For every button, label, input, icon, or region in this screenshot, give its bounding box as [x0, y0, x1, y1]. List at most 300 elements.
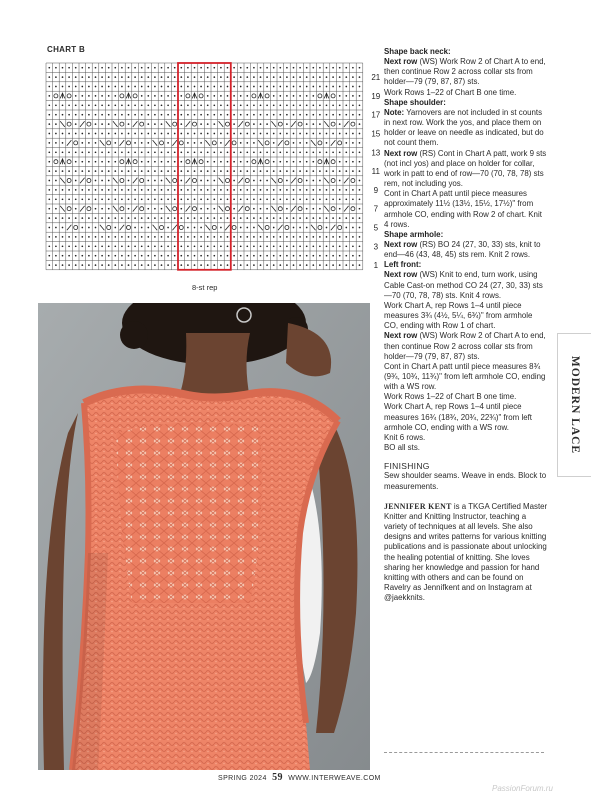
purl-dot — [62, 76, 64, 78]
purl-dot — [273, 245, 275, 247]
purl-dot — [167, 264, 169, 266]
purl-dot — [95, 114, 97, 116]
purl-dot — [246, 227, 248, 229]
purl-dot — [55, 170, 57, 172]
purl-dot — [359, 133, 361, 135]
yarnover-symbol — [120, 179, 124, 183]
purl-dot — [299, 236, 301, 238]
purl-dot — [141, 114, 143, 116]
purl-dot — [273, 170, 275, 172]
purl-dot — [147, 76, 149, 78]
purl-dot — [253, 245, 255, 247]
purl-dot — [299, 67, 301, 69]
purl-dot — [108, 189, 110, 191]
purl-dot — [220, 133, 222, 135]
purl-dot — [55, 264, 57, 266]
purl-dot — [154, 189, 156, 191]
purl-dot — [161, 95, 163, 97]
purl-dot — [167, 198, 169, 200]
yarnover-symbol — [87, 207, 91, 211]
purl-dot — [81, 217, 83, 219]
purl-dot — [180, 180, 182, 182]
purl-dot — [286, 264, 288, 266]
purl-dot — [187, 142, 189, 144]
purl-dot — [154, 170, 156, 172]
purl-dot — [253, 104, 255, 106]
purl-dot — [108, 86, 110, 88]
purl-dot — [147, 227, 149, 229]
purl-dot — [180, 151, 182, 153]
purl-dot — [266, 123, 268, 125]
purl-dot — [95, 180, 97, 182]
purl-dot — [279, 104, 281, 106]
purl-dot — [266, 104, 268, 106]
purl-dot — [227, 189, 229, 191]
purl-dot — [207, 208, 209, 210]
purl-dot — [108, 170, 110, 172]
purl-dot — [141, 245, 143, 247]
purl-dot — [233, 123, 235, 125]
purl-dot — [227, 114, 229, 116]
purl-dot — [273, 255, 275, 257]
purl-dot — [141, 142, 143, 144]
purl-dot — [75, 151, 77, 153]
purl-dot — [161, 189, 163, 191]
purl-dot — [147, 133, 149, 135]
purl-dot — [200, 104, 202, 106]
k2tog-symbol — [186, 178, 191, 184]
purl-dot — [359, 142, 361, 144]
purl-dot — [88, 151, 90, 153]
purl-dot — [326, 255, 328, 257]
purl-dot — [68, 133, 70, 135]
yarnover-symbol — [285, 141, 289, 145]
purl-dot — [68, 86, 70, 88]
purl-dot — [220, 236, 222, 238]
purl-dot — [147, 114, 149, 116]
yarnover-symbol — [318, 226, 322, 230]
purl-dot — [68, 76, 70, 78]
purl-dot — [352, 133, 354, 135]
purl-dot — [187, 151, 189, 153]
k2tog-symbol — [291, 121, 296, 127]
yarnover-symbol — [265, 141, 269, 145]
purl-dot — [88, 114, 90, 116]
purl-dot — [326, 227, 328, 229]
purl-dot — [147, 95, 149, 97]
purl-dot — [293, 161, 295, 163]
purl-dot — [128, 217, 130, 219]
purl-dot — [260, 198, 262, 200]
purl-dot — [161, 76, 163, 78]
purl-dot — [293, 236, 295, 238]
purl-dot — [339, 76, 341, 78]
purl-dot — [319, 255, 321, 257]
purl-dot — [75, 104, 77, 106]
purl-dot — [233, 161, 235, 163]
yarnover-symbol — [127, 141, 131, 145]
yarnover-symbol — [351, 179, 355, 183]
yarnover-symbol — [173, 122, 177, 126]
purl-dot — [134, 170, 136, 172]
purl-dot — [48, 142, 50, 144]
yarnover-symbol — [120, 94, 124, 98]
yarnover-symbol — [140, 207, 144, 211]
purl-dot — [121, 255, 123, 257]
purl-dot — [174, 255, 176, 257]
purl-dot — [147, 142, 149, 144]
purl-dot — [286, 95, 288, 97]
purl-dot — [339, 86, 341, 88]
purl-dot — [220, 67, 222, 69]
purl-dot — [95, 189, 97, 191]
purl-dot — [246, 161, 248, 163]
purl-dot — [227, 198, 229, 200]
purl-dot — [101, 189, 103, 191]
purl-dot — [266, 170, 268, 172]
purl-dot — [312, 76, 314, 78]
instruction-paragraph: Work Chart A, rep Rows 1–4 until piece measures 3¾ (4½, 5¼, 6¾)" from armhole CO, ending with Row 1 of chart. — [384, 300, 533, 331]
purl-dot — [246, 114, 248, 116]
purl-dot — [233, 95, 235, 97]
yarnover-symbol — [140, 122, 144, 126]
purl-dot — [326, 245, 328, 247]
purl-dot — [253, 123, 255, 125]
purl-dot — [114, 161, 116, 163]
purl-dot — [167, 114, 169, 116]
purl-dot — [352, 217, 354, 219]
purl-dot — [75, 86, 77, 88]
purl-dot — [227, 161, 229, 163]
instruction-lead: Next row — [384, 270, 418, 280]
purl-dot — [121, 151, 123, 153]
instruction-lead: Next row — [384, 148, 418, 158]
purl-dot — [299, 95, 301, 97]
k2tog-symbol — [172, 225, 177, 231]
purl-dot — [121, 170, 123, 172]
k2tog-symbol — [331, 225, 336, 231]
purl-dot — [128, 198, 130, 200]
purl-dot — [332, 198, 334, 200]
purl-dot — [286, 245, 288, 247]
purl-dot — [312, 264, 314, 266]
ssk-symbol — [153, 225, 158, 231]
purl-dot — [95, 86, 97, 88]
purl-dot — [108, 180, 110, 182]
purl-dot — [81, 133, 83, 135]
purl-dot — [359, 236, 361, 238]
purl-dot — [306, 133, 308, 135]
yarnover-symbol — [67, 122, 71, 126]
purl-dot — [128, 245, 130, 247]
purl-dot — [286, 151, 288, 153]
purl-dot — [114, 264, 116, 266]
purl-dot — [134, 142, 136, 144]
purl-dot — [174, 76, 176, 78]
purl-dot — [266, 208, 268, 210]
purl-dot — [345, 67, 347, 69]
purl-dot — [260, 151, 262, 153]
yarnover-symbol — [120, 160, 124, 164]
purl-dot — [240, 217, 242, 219]
purl-dot — [174, 67, 176, 69]
purl-dot — [167, 236, 169, 238]
purl-dot — [167, 67, 169, 69]
ssk-symbol — [100, 225, 105, 231]
purl-dot — [88, 104, 90, 106]
purl-dot — [167, 133, 169, 135]
purl-dot — [279, 245, 281, 247]
k2tog-symbol — [186, 206, 191, 212]
purl-dot — [253, 133, 255, 135]
purl-dot — [101, 123, 103, 125]
purl-dot — [332, 245, 334, 247]
purl-dot — [299, 198, 301, 200]
purl-dot — [81, 114, 83, 116]
purl-dot — [207, 264, 209, 266]
purl-dot — [359, 189, 361, 191]
double-decrease-symbol — [126, 93, 131, 98]
yarnover-symbol — [140, 179, 144, 183]
purl-dot — [345, 264, 347, 266]
purl-dot — [180, 161, 182, 163]
purl-dot — [266, 86, 268, 88]
purl-dot — [319, 67, 321, 69]
purl-dot — [326, 114, 328, 116]
purl-dot — [161, 170, 163, 172]
purl-dot — [48, 161, 50, 163]
yarnover-symbol — [133, 160, 137, 164]
purl-dot — [306, 255, 308, 257]
purl-dot — [246, 170, 248, 172]
purl-dot — [200, 189, 202, 191]
ssk-symbol — [166, 206, 171, 212]
purl-dot — [134, 245, 136, 247]
row-number: 17 — [371, 110, 380, 120]
yarnover-symbol — [133, 94, 137, 98]
purl-dot — [213, 208, 215, 210]
purl-dot — [339, 264, 341, 266]
yarnover-symbol — [252, 94, 256, 98]
yarnover-symbol — [245, 207, 249, 211]
purl-dot — [332, 104, 334, 106]
purl-dot — [260, 264, 262, 266]
purl-dot — [240, 170, 242, 172]
yarnover-symbol — [351, 122, 355, 126]
purl-dot — [167, 151, 169, 153]
purl-dot — [279, 161, 281, 163]
purl-dot — [81, 264, 83, 266]
purl-dot — [246, 133, 248, 135]
purl-dot — [273, 151, 275, 153]
purl-dot — [332, 151, 334, 153]
purl-dot — [180, 217, 182, 219]
purl-dot — [134, 255, 136, 257]
purl-dot — [207, 189, 209, 191]
purl-dot — [154, 104, 156, 106]
purl-dot — [180, 208, 182, 210]
purl-dot — [121, 67, 123, 69]
yarnover-symbol — [298, 207, 302, 211]
k2tog-symbol — [120, 225, 125, 231]
purl-dot — [293, 264, 295, 266]
yarnover-symbol — [173, 179, 177, 183]
purl-dot — [62, 142, 64, 144]
purl-dot — [286, 161, 288, 163]
purl-dot — [114, 142, 116, 144]
purl-dot — [359, 217, 361, 219]
instruction-paragraph: BO all sts. — [384, 443, 420, 453]
purl-dot — [306, 208, 308, 210]
purl-dot — [286, 236, 288, 238]
purl-dot — [62, 255, 64, 257]
purl-dot — [207, 151, 209, 153]
purl-dot — [200, 236, 202, 238]
purl-dot — [207, 245, 209, 247]
yarnover-symbol — [67, 207, 71, 211]
purl-dot — [332, 189, 334, 191]
purl-dot — [339, 95, 341, 97]
purl-dot — [154, 95, 156, 97]
footer-issue: SPRING 2024 — [218, 775, 267, 782]
purl-dot — [273, 236, 275, 238]
yarnover-symbol — [179, 226, 183, 230]
purl-dot — [279, 151, 281, 153]
purl-dot — [200, 76, 202, 78]
purl-dot — [345, 198, 347, 200]
k2tog-symbol — [331, 140, 336, 146]
purl-dot — [101, 198, 103, 200]
ssk-symbol — [60, 178, 65, 184]
purl-dot — [273, 76, 275, 78]
purl-dot — [240, 255, 242, 257]
ssk-symbol — [60, 206, 65, 212]
purl-dot — [319, 151, 321, 153]
purl-dot — [128, 180, 130, 182]
purl-dot — [332, 217, 334, 219]
purl-dot — [147, 217, 149, 219]
yarnover-symbol — [338, 226, 342, 230]
purl-dot — [286, 208, 288, 210]
k2tog-symbol — [344, 206, 349, 212]
purl-dot — [213, 170, 215, 172]
purl-dot — [286, 123, 288, 125]
purl-dot — [207, 123, 209, 125]
purl-dot — [62, 151, 64, 153]
purl-dot — [128, 170, 130, 172]
purl-dot — [55, 133, 57, 135]
finishing-heading: FINISHING — [384, 461, 430, 472]
row-number: 9 — [373, 185, 379, 195]
purl-dot — [55, 245, 57, 247]
purl-dot — [101, 86, 103, 88]
purl-dot — [246, 198, 248, 200]
purl-dot — [81, 170, 83, 172]
yarnover-symbol — [318, 160, 322, 164]
purl-dot — [68, 198, 70, 200]
purl-dot — [293, 227, 295, 229]
purl-dot — [319, 189, 321, 191]
purl-dot — [147, 189, 149, 191]
purl-dot — [299, 170, 301, 172]
purl-dot — [55, 104, 57, 106]
purl-dot — [326, 198, 328, 200]
purl-dot — [62, 133, 64, 135]
purl-dot — [55, 151, 57, 153]
yarnover-symbol — [120, 122, 124, 126]
purl-dot — [48, 245, 50, 247]
yarnover-symbol — [331, 94, 335, 98]
purl-dot — [312, 123, 314, 125]
purl-dot — [200, 123, 202, 125]
purl-dot — [141, 217, 143, 219]
purl-dot — [339, 189, 341, 191]
purl-dot — [253, 255, 255, 257]
purl-dot — [312, 114, 314, 116]
purl-dot — [154, 67, 156, 69]
purl-dot — [266, 114, 268, 116]
designer-bio: JENNIFER KENT is a TKGA Certified Master Knitter and Knitting Instructor, teaching a variety of techniques at all levels. She also designs and writes patterns for various knitting publications and is passionate about unlocking the healing potential of knitting. She loves sharing her knowledge and passion for hand knitting with others and can be found on Ravelry as Jennifkent and on Instagram at @jaekknits. — [384, 501, 548, 603]
purl-dot — [68, 217, 70, 219]
purl-dot — [306, 264, 308, 266]
purl-dot — [180, 245, 182, 247]
purl-dot — [187, 76, 189, 78]
purl-dot — [233, 264, 235, 266]
ssk-symbol — [324, 206, 329, 212]
purl-dot — [339, 217, 341, 219]
purl-dot — [147, 86, 149, 88]
purl-dot — [114, 189, 116, 191]
purl-dot — [101, 76, 103, 78]
purl-dot — [359, 151, 361, 153]
purl-dot — [293, 133, 295, 135]
purl-dot — [286, 180, 288, 182]
ssk-symbol — [205, 225, 210, 231]
purl-dot — [141, 67, 143, 69]
purl-dot — [299, 161, 301, 163]
purl-dot — [161, 161, 163, 163]
purl-dot — [339, 198, 341, 200]
purl-dot — [200, 170, 202, 172]
purl-dot — [141, 76, 143, 78]
purl-dot — [194, 255, 196, 257]
purl-dot — [359, 76, 361, 78]
purl-dot — [81, 95, 83, 97]
purl-dot — [306, 142, 308, 144]
purl-dot — [286, 86, 288, 88]
purl-dot — [207, 236, 209, 238]
purl-dot — [88, 170, 90, 172]
purl-dot — [101, 245, 103, 247]
purl-dot — [306, 161, 308, 163]
purl-dot — [62, 227, 64, 229]
purl-dot — [55, 189, 57, 191]
purl-dot — [114, 67, 116, 69]
purl-dot — [312, 161, 314, 163]
purl-dot — [200, 217, 202, 219]
instruction-paragraph: Next row (WS) Work Row 2 of Chart A to end, then continue Row 2 across collar sts from holder—79 (79, 87, 87) sts. — [384, 331, 546, 361]
k2tog-symbol — [291, 178, 296, 184]
purl-dot — [180, 198, 182, 200]
purl-dot — [260, 189, 262, 191]
purl-dot — [260, 170, 262, 172]
yarnover-symbol — [278, 179, 282, 183]
ssk-symbol — [219, 206, 224, 212]
purl-dot — [154, 245, 156, 247]
purl-dot — [220, 104, 222, 106]
instructions-column — [384, 47, 548, 603]
purl-dot — [62, 170, 64, 172]
